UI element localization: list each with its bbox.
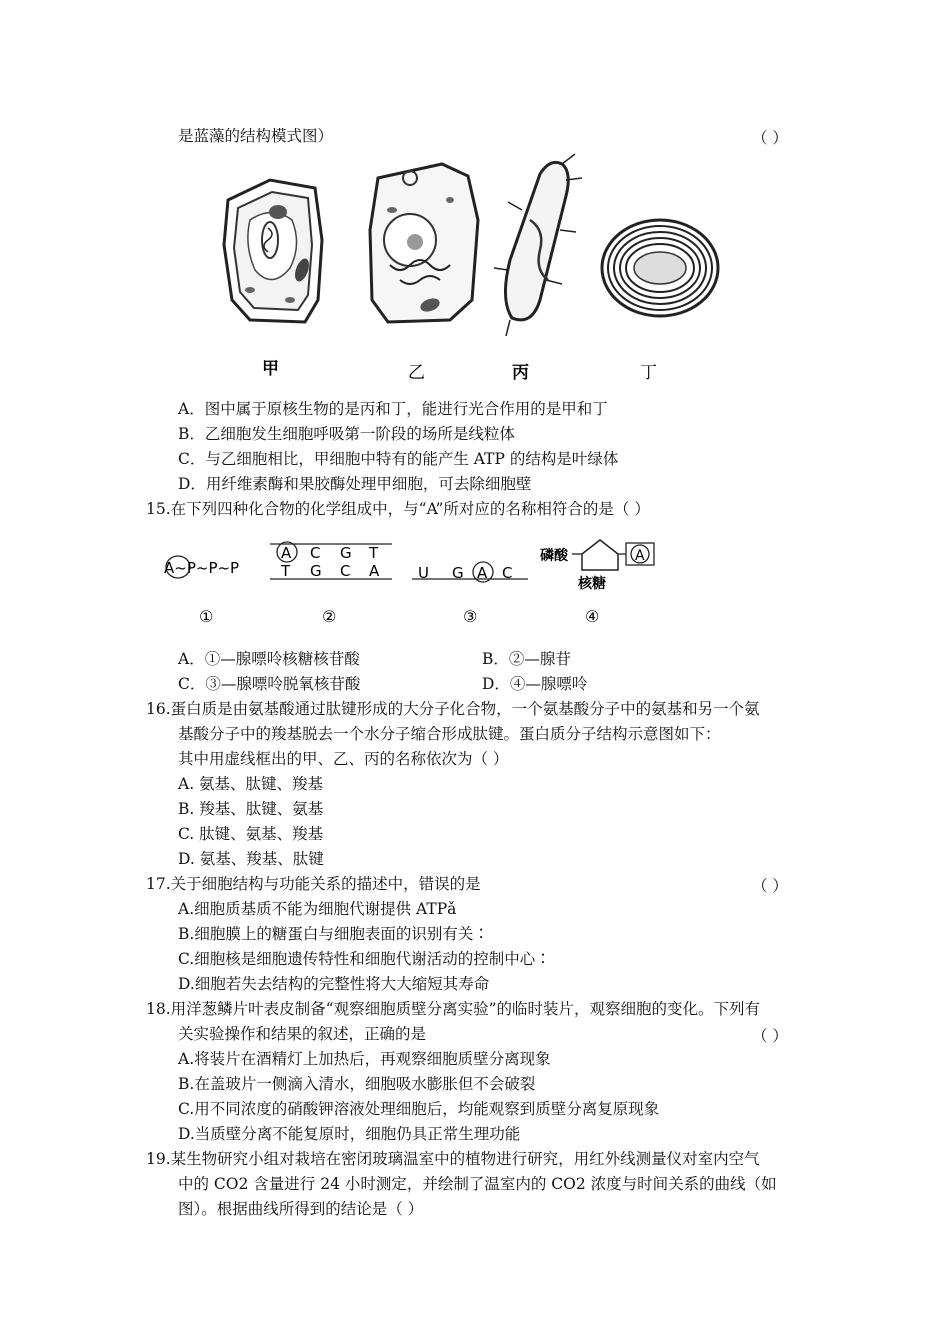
svg-text:T: T [281, 562, 291, 580]
compound-2-dna [270, 542, 392, 580]
q18-option-b: B.在盖玻片一侧滴入清水，细胞吸水膨胀但不会破裂 [178, 1075, 536, 1093]
q15-stem: 15.在下列四种化合物的化学组成中，与“A”所对应的名称相符合的是（ ） [146, 500, 650, 518]
q18-stem-line-1: 18.用洋葱鳞片叶表皮制备“观察细胞质壁分离实验”的临时装片，观察细胞的变化。下列有 [146, 1000, 761, 1018]
q14-answer-paren: （ ） [752, 129, 788, 147]
q14-option-c: C．与乙细胞相比，甲细胞中特有的能产生 ATP 的结构是叶绿体 [178, 450, 619, 468]
q14-option-a: A．图中属于原核生物的是丙和丁，能进行光合作用的是甲和丁 [178, 400, 608, 418]
animal-cell-yi [370, 164, 478, 322]
q14-stem-tail: 是蓝藻的结构模式图） [178, 127, 334, 145]
svg-text:④: ④ [585, 607, 600, 626]
q16-option-a: A. 氨基、肽键、羧基 [178, 775, 324, 793]
svg-text:T: T [369, 544, 379, 562]
label-yi: 乙 [408, 363, 425, 383]
svg-text:C: C [502, 564, 513, 582]
q14-option-d: D．用纤维素酶和果胶酶处理甲细胞，可去除细胞壁 [178, 475, 532, 493]
q17-option-d: D.细胞若失去结构的完整性将大大缩短其寿命 [178, 975, 490, 993]
svg-text:A: A [635, 548, 645, 564]
q18-answer-paren: （ ） [752, 1027, 788, 1045]
q17-option-b: B.细胞膜上的糖蛋白与细胞表面的识别有关∶ [178, 925, 489, 943]
label-jia: 甲 [262, 359, 279, 379]
q16-stem-line-2: 基酸分子中的羧基脱去一个水分子缩合形成肽键。蛋白质分子结构示意图如下： [178, 725, 721, 743]
svg-text:A: A [281, 544, 292, 562]
q19-stem-line-1: 19.某生物研究小组对栽培在密闭玻璃温室中的植物进行研究，用红外线测量仪对室内空气 [146, 1150, 760, 1168]
svg-text:A: A [477, 564, 488, 582]
svg-text:磷酸: 磷酸 [540, 548, 568, 564]
q19-stem-line-2: 中的 CO2 含量进行 24 小时测定，并绘制了温室内的 CO2 浓度与时间关系的曲线（如 [178, 1175, 777, 1193]
q17-stem: 17.关于细胞结构与功能关系的描述中，错误的是 [146, 875, 481, 893]
svg-text:G: G [452, 564, 464, 582]
svg-text:C: C [310, 544, 321, 562]
svg-text:核糖: 核糖 [578, 576, 606, 592]
compound-1-atp [164, 556, 239, 578]
q18-stem-line-2: 关实验操作和结果的叙述，正确的是 [178, 1025, 427, 1043]
q15-option-a: A．①—腺嘌呤核糖核苷酸 [178, 650, 360, 668]
compound-4-nucleotide [540, 540, 654, 592]
q18-option-a: A.将装片在酒精灯上加热后，再观察细胞质壁分离现象 [178, 1050, 551, 1068]
q17-option-c: C.细胞核是细胞遗传特性和细胞代谢活动的控制中心∶ [178, 950, 551, 968]
label-bing: 丙 [512, 363, 529, 383]
svg-text:G: G [310, 562, 322, 580]
svg-text:U: U [418, 564, 429, 582]
svg-text:G: G [340, 544, 352, 562]
q16-stem-line-3: 其中用虚线框出的甲、乙、丙的名称依次为（ ） [178, 750, 509, 768]
q15-option-b: B．②—腺苷 [482, 650, 571, 668]
compound-3-rna [412, 562, 528, 582]
q14-option-b: B．乙细胞发生细胞呼吸第一阶段的场所是线粒体 [178, 425, 515, 443]
q16-option-c: C. 肽键、氨基、羧基 [178, 825, 324, 843]
q16-option-d: D. 氨基、羧基、肽键 [178, 850, 324, 868]
svg-text:A: A [369, 562, 380, 580]
bacterium-bing [494, 154, 582, 336]
cyanobacterium-ding [602, 220, 718, 316]
q18-option-d: D.当质壁分离不能复原时，细胞仍具正常生理功能 [178, 1125, 521, 1143]
svg-text:A~P~P~P: A~P~P~P [164, 559, 240, 577]
q15-option-c: C．③—腺嘌呤脱氧核苷酸 [178, 675, 361, 693]
plant-cell-jia [224, 180, 322, 322]
q15-option-d: D．④—腺嘌呤 [482, 675, 588, 693]
q19-stem-line-3: 图）。根据曲线所得到的结论是（ ） [178, 1200, 424, 1218]
cell-structure-figure [210, 150, 730, 388]
q17-option-a: A.细胞质基质不能为细胞代谢提供 ATPǎ [178, 900, 457, 918]
compound-figure [150, 530, 680, 630]
q16-stem-line-1: 16.蛋白质是由氨基酸通过肽键形成的大分子化合物，一个氨基酸分子中的氨基和另一个氨 [146, 700, 760, 718]
svg-text:①: ① [199, 607, 214, 626]
q18-option-c: C.用不同浓度的硝酸钾溶液处理细胞后，均能观察到质壁分离复原现象 [178, 1100, 660, 1118]
svg-text:②: ② [322, 607, 337, 626]
label-ding: 丁 [640, 363, 657, 383]
svg-text:③: ③ [463, 607, 478, 626]
svg-text:C: C [340, 562, 351, 580]
q16-option-b: B. 羧基、肽键、氨基 [178, 800, 324, 818]
q17-answer-paren: （ ） [752, 877, 788, 895]
